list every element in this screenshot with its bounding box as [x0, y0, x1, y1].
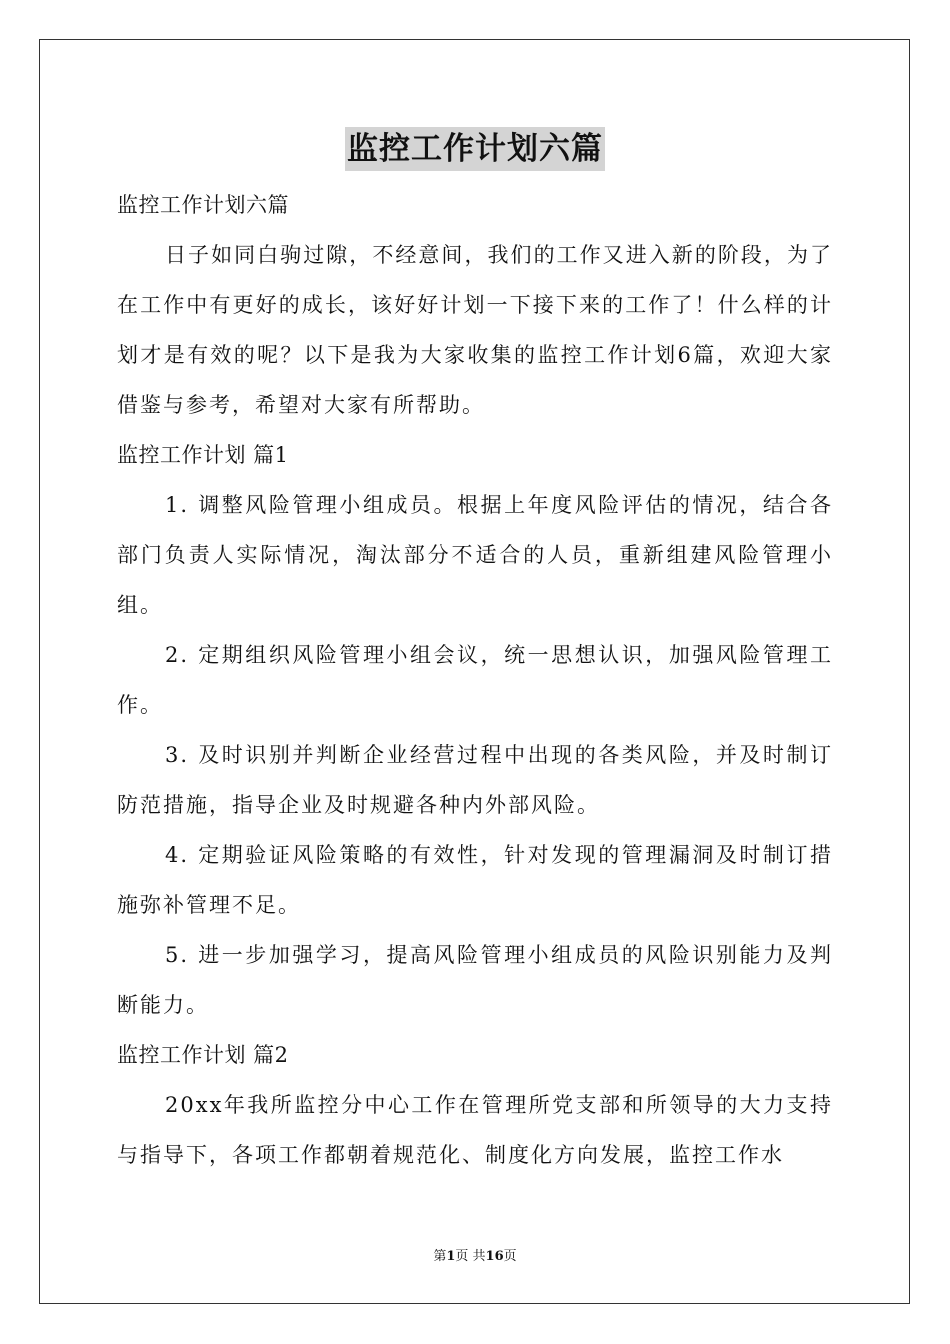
list-item: 2. 定期组织风险管理小组会议，统一思想认识，加强风险管理工作。: [117, 643, 833, 717]
section-heading-2: 监控工作计划 篇2: [117, 1043, 289, 1067]
document-title: 监控工作计划六篇: [345, 127, 605, 171]
intro-paragraph: 日子如同白驹过隙，不经意间，我们的工作又进入新的阶段，为了在工作中有更好的成长，该好好计划一下接下来的工作了！什么样的计划才是有效的呢？以下是我为大家收集的监控工作计划6篇，欢迎大家借鉴与参考，希望对大家有所帮助。: [117, 243, 833, 417]
list-item: 4. 定期验证风险策略的有效性，针对发现的管理漏洞及时制订措施弥补管理不足。: [117, 843, 833, 917]
page-number-total: 16: [485, 1249, 504, 1264]
subtitle: 监控工作计划六篇: [117, 193, 289, 217]
page-label-mid: 页 共: [455, 1249, 486, 1264]
section-2-paragraph: 20xx年我所监控分中心工作在管理所党支部和所领导的大力支持与指导下，各项工作都朝着规范化、制度化方向发展，监控工作水: [117, 1093, 833, 1167]
page-number-current: 1: [446, 1249, 456, 1264]
page-label-suffix: 页: [503, 1249, 517, 1264]
page-footer: [0, 1248, 950, 1266]
list-item: 3. 及时识别并判断企业经营过程中出现的各类风险，并及时制订防范措施，指导企业及时规避各种内外部风险。: [117, 743, 833, 817]
document-body: [117, 180, 833, 1180]
page-label-prefix: 第: [433, 1249, 447, 1264]
title-block: [0, 127, 950, 171]
list-item: 1. 调整风险管理小组成员。根据上年度风险评估的情况，结合各部门负责人实际情况，淘汰部分不适合的人员，重新组建风险管理小组。: [117, 493, 833, 617]
list-item: 5. 进一步加强学习，提高风险管理小组成员的风险识别能力及判断能力。: [117, 943, 833, 1017]
section-heading-1: 监控工作计划 篇1: [117, 443, 289, 467]
